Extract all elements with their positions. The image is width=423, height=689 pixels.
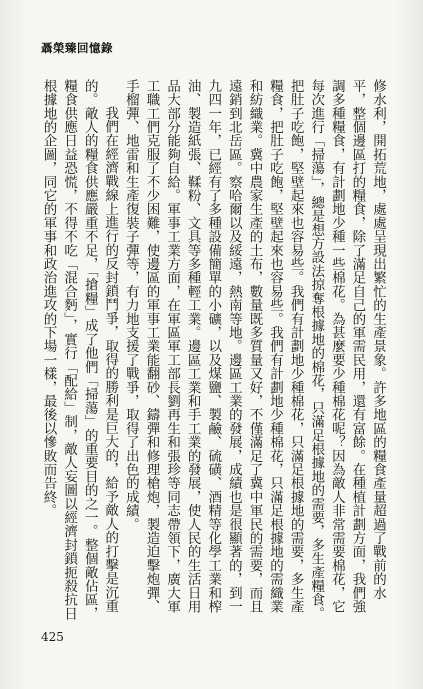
- running-title: 聶榮臻回憶錄: [41, 41, 113, 55]
- vertical-text-body: [40, 79, 388, 624]
- page-number: 425: [41, 630, 64, 644]
- paragraph-2: 我們在經濟戰線上進行的反封鎖鬥爭，取得的勝利是巨大的，給予敵人的打擊是沉重的。敵人的糧食供應嚴重不足，「搶糧」成了他們「掃蕩」的重要目的之一。整個敵佔區，糧食供應日益恐慌，不得不吃「混合麪」，實行「配給」制，敵人妄圖以經濟封鎖扼殺抗日根據地的企圖，同它的軍事和政治進攻的下場一樣，最後以慘敗而告終。: [40, 79, 119, 621]
- paragraph-1: 修水利，開拓荒地，處處呈現出繁忙的生產景象。許多地區的糧食產量超過了戰前的水平，整個邊區打的糧食，除了滿足自己的軍需民用，還有富餘。在種植計劃方面，我們強調多種糧食，有計劃地少種一些棉花。為甚麼要少種棉花呢？因為敵人非常需要棉花，它每次進行「掃蕩」，總是想方設法掠奪根據地的棉花，只滿足根據地的需要，多生產糧食。把肚子吃飽，堅壁起來也容易些。我們有計劃地少種棉花，只滿足根據地的需要，多生產糧食，把肚子吃飽，堅壁起來也容易些。我們有計劃地少種棉花，只滿足根據地的需織業和紡織業。冀中農家生產的土布，數量既多質量又好，不僅滿足了冀中軍民的需要，而且遠銷到北岳區。察哈爾以及綏遠，熱南等地。邊區工業的發展，成績也是很顯著的，到一九四一年，已經有了多種設備簡單的小礦，以及煤鹽、製鹼、硫磺、酒精等化學工業和榨油、製造紙張、鞣粉、文具等多種輕工業。邊區工業和手工業的發展，使人民的生活日用品大部分能夠自給。軍事工業方面，在軍區軍工部長劉再生和張珍等同志帶領下，廣大軍工職工們克服了不少困難，使邊區的軍事工業能翻砂、鑄彈和修理槍炮，製造迫擊炮彈、手榴彈、地雷和生產復裝子彈等，有力地支援了戰爭，取得了出色的成績。: [122, 79, 386, 621]
